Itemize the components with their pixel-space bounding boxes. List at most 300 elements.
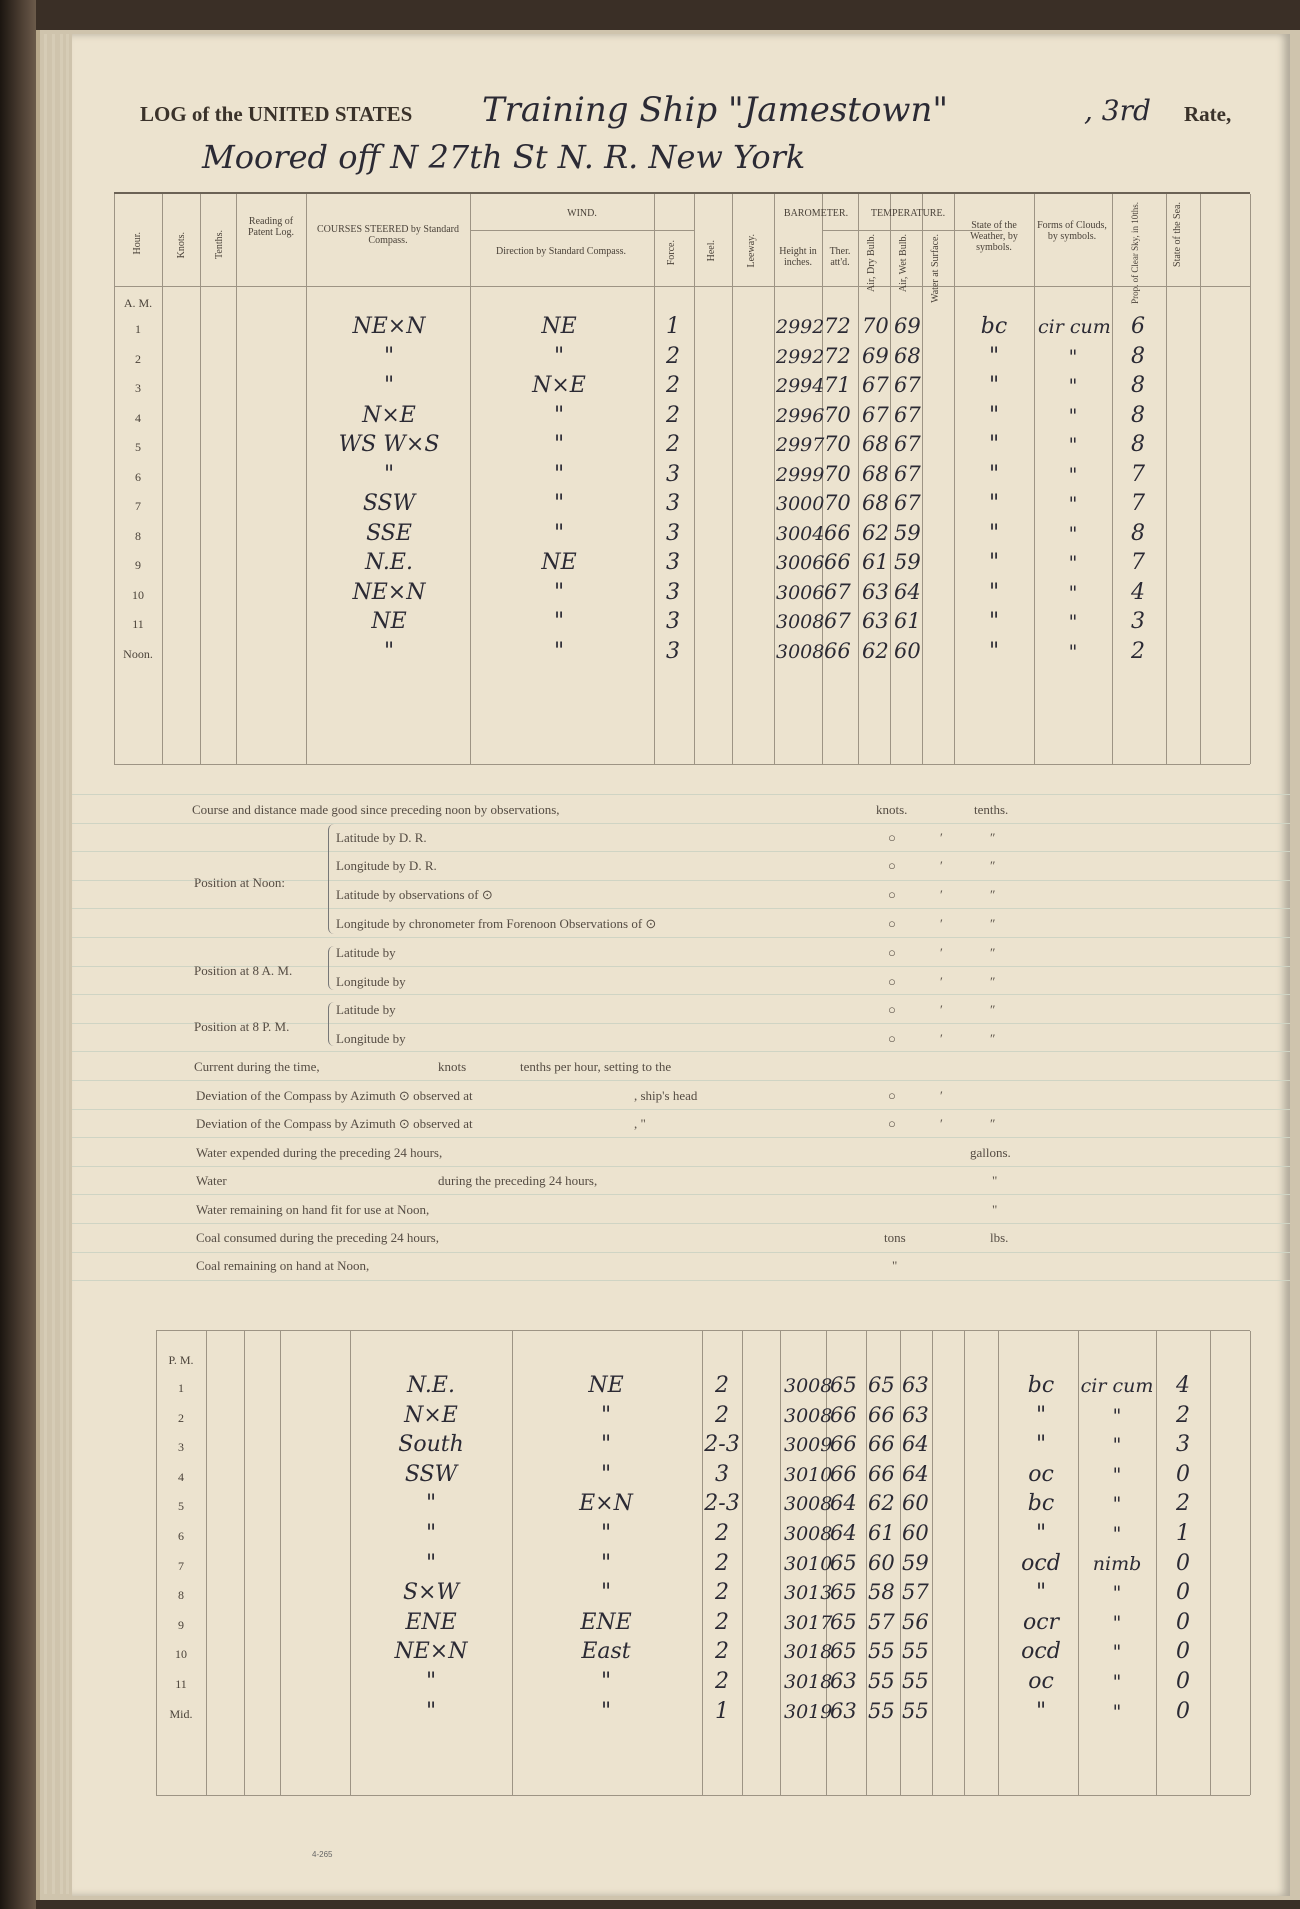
course-cell: SSE (366, 520, 412, 546)
ther-cell: 66 (824, 550, 851, 574)
knots-label: knots. (876, 802, 908, 817)
coal-consumed-label: Coal consumed during the preceding 24 hours, (196, 1230, 439, 1245)
clear-sky-cell: 4 (1131, 579, 1145, 605)
log-page (72, 34, 1290, 1896)
hour-cell: 2 (178, 1410, 184, 1425)
ther-cell: 63 (830, 1669, 857, 1693)
height-cell: 3008 (784, 1404, 833, 1427)
clear-sky-cell: 8 (1131, 520, 1145, 546)
ruled-line (72, 1051, 1290, 1052)
wet-bulb-cell: 67 (894, 461, 921, 486)
clouds-cell: " (1068, 345, 1078, 368)
wind-direction-cell: NE (541, 314, 577, 339)
air-wet-header: Air, Wet Bulb. (898, 234, 909, 293)
dry-bulb-cell: 63 (862, 609, 889, 633)
hour-cell: 8 (178, 1588, 184, 1603)
hour-cell: Mid. (169, 1706, 193, 1721)
ditto-mark: " (992, 1173, 998, 1188)
ther-cell: 70 (824, 402, 851, 427)
wind-header: WIND. (567, 208, 597, 219)
table-column-line (1112, 194, 1113, 764)
longitude-dr-label: Longitude by D. R. (336, 858, 437, 873)
wind-direction-cell: NE (588, 1373, 624, 1398)
wind-direction-cell: " (600, 1669, 612, 1694)
temperature-header: TEMPERATURE. (870, 208, 946, 219)
wind-direction-cell: " (553, 609, 565, 634)
course-cell: N.E. (407, 1373, 455, 1398)
height-cell: 3000 (776, 493, 825, 515)
table-column-line (1166, 194, 1167, 764)
force-cell: 2 (715, 1550, 729, 1576)
course-cell: NE×N (394, 1639, 468, 1665)
wet-bulb-cell: 55 (902, 1639, 929, 1664)
ther-cell: 65 (830, 1609, 857, 1634)
clouds-cell: " (1112, 1582, 1122, 1605)
dry-bulb-cell: 66 (868, 1402, 895, 1427)
clouds-cell: " (1068, 522, 1078, 545)
water-label: Water (196, 1173, 227, 1188)
table-column-line (1210, 1331, 1211, 1795)
height-cell: 2996 (776, 404, 825, 427)
clear-sky-cell: 7 (1131, 550, 1145, 575)
clear-sky-cell: 0 (1176, 1461, 1190, 1487)
second-mark: ″ (990, 1002, 996, 1017)
minute-mark: ′ (940, 1031, 943, 1046)
course-cell: " (383, 638, 395, 664)
height-cell: 2992 (776, 316, 825, 338)
ruled-line (72, 1109, 1290, 1110)
barometer-header: BAROMETER. (783, 208, 849, 219)
minute-mark: ′ (940, 830, 943, 845)
clouds-cell: " (1068, 640, 1078, 663)
hour-cell: 4 (178, 1469, 184, 1484)
force-cell: 3 (715, 1461, 729, 1487)
degree-mark: ○ (888, 1116, 896, 1131)
clouds-cell: " (1112, 1493, 1122, 1516)
wind-direction-cell: " (553, 343, 565, 369)
minute-mark: ′ (940, 1116, 943, 1131)
wet-bulb-cell: 55 (902, 1698, 929, 1723)
second-mark: ″ (990, 1116, 996, 1131)
location: Moored off N 27th St N. R. New York (202, 138, 806, 176)
ruled-line (72, 851, 1290, 852)
course-cell: " (425, 1550, 437, 1576)
height-cell: 2999 (776, 463, 825, 486)
clear-sky-cell: 1 (1176, 1521, 1190, 1546)
height-cell: 3008 (784, 1493, 833, 1516)
second-mark: ″ (990, 830, 996, 845)
hour-cell: 2 (135, 351, 141, 366)
wind-direction-cell: " (600, 1432, 612, 1458)
ruled-line (72, 1223, 1290, 1224)
wind-direction-cell: " (600, 1698, 612, 1724)
hour-cell: 1 (135, 322, 141, 336)
weather-cell: " (988, 491, 1000, 516)
leeway-header: Leeway. (746, 234, 757, 268)
dry-bulb-cell: 67 (862, 373, 889, 397)
clouds-cell: nimb (1092, 1552, 1142, 1575)
position-noon-label: Position at Noon: (194, 875, 286, 890)
wind-direction-cell: " (553, 432, 565, 457)
dry-bulb-cell: 67 (862, 402, 889, 427)
height-header: Height in inches. (779, 246, 817, 268)
hour-cell: Noon. (123, 646, 153, 661)
clear-sky-cell: 0 (1176, 1639, 1190, 1665)
hour-cell: 6 (178, 1529, 184, 1543)
wind-direction-cell: " (553, 579, 565, 605)
position-8am-label: Position at 8 A. M. (194, 963, 293, 978)
patent-log-header: Reading of Patent Log. (247, 216, 295, 238)
ther-cell: 64 (830, 1521, 857, 1545)
clear-sky-cell: 8 (1131, 432, 1145, 457)
dry-bulb-cell: 60 (868, 1550, 895, 1575)
force-cell: 3 (666, 491, 680, 516)
wind-direction-cell: ENE (580, 1609, 632, 1635)
page-edge (44, 34, 47, 1894)
minute-mark: ′ (940, 1002, 943, 1017)
minute-mark: ′ (940, 974, 943, 989)
hour-cell: 7 (135, 499, 141, 513)
table-column-line (654, 194, 655, 764)
force-cell: 2 (715, 1609, 729, 1635)
course-cell: ENE (405, 1609, 457, 1635)
clear-sky-header: Prop. of Clear Sky, in 10ths. (1130, 202, 1140, 304)
page-edge (52, 34, 55, 1894)
course-cell: " (425, 1521, 437, 1546)
dry-bulb-cell: 66 (868, 1432, 895, 1457)
clear-sky-cell: 0 (1176, 1669, 1190, 1694)
wet-bulb-cell: 63 (902, 1402, 929, 1427)
wet-bulb-cell: 64 (902, 1461, 929, 1486)
tenths-header: Tenths. (214, 230, 225, 260)
longitude-chron-label: Longitude by chronometer from Forenoon Observations of ⊙ (336, 916, 657, 931)
clear-sky-cell: 8 (1131, 373, 1145, 398)
height-cell: 3006 (776, 581, 825, 604)
hour-cell: 11 (132, 617, 144, 631)
clouds-cell: " (1112, 1641, 1122, 1664)
wet-bulb-cell: 67 (894, 373, 921, 397)
dry-bulb-cell: 57 (868, 1609, 895, 1634)
rate-label: Rate, (1184, 102, 1232, 126)
wind-direction-cell: " (553, 461, 565, 487)
degree-mark: ○ (888, 916, 896, 931)
table-column-line (964, 1331, 965, 1795)
course-cell: " (425, 1491, 437, 1517)
degree-mark: ○ (888, 858, 896, 873)
longitude-by-label: Longitude by (336, 1031, 406, 1046)
table-column-line (954, 194, 955, 764)
height-cell: 3018 (784, 1671, 833, 1693)
ruled-line (72, 1280, 1290, 1281)
table-column-line (866, 1331, 867, 1795)
water-remaining-label: Water remaining on hand fit for use at Noon, (196, 1202, 430, 1217)
degree-mark: ○ (888, 1002, 896, 1017)
table-column-line (780, 1331, 781, 1795)
log-title-print: LOG of the UNITED STATES (140, 102, 413, 126)
force-cell: 2 (715, 1402, 729, 1428)
wet-bulb-cell: 69 (894, 314, 921, 338)
ther-cell: 64 (830, 1491, 857, 1516)
degree-mark: ○ (888, 1088, 896, 1103)
degree-mark: ○ (888, 1031, 896, 1046)
force-cell: 3 (666, 520, 680, 546)
clear-sky-cell: 3 (1176, 1432, 1190, 1458)
ther-cell: 71 (824, 373, 851, 397)
weather-cell: " (1035, 1432, 1047, 1458)
ruled-line (72, 1166, 1290, 1167)
clouds-cell: cir cum (1080, 1375, 1154, 1397)
clouds-header: Forms of Clouds, by symbols. (1037, 220, 1107, 242)
ships-head-ditto: , " (634, 1116, 646, 1131)
clouds-cell: " (1068, 434, 1078, 456)
second-mark: ″ (990, 945, 996, 960)
clear-sky-cell: 7 (1131, 461, 1145, 487)
tenths-label: tenths. (974, 802, 1009, 817)
degree-mark: ○ (888, 974, 896, 989)
course-cell: " (425, 1669, 437, 1694)
force-cell: 2 (666, 432, 680, 457)
clear-sky-cell: 2 (1131, 638, 1145, 664)
ruled-line (72, 908, 1290, 909)
wind-direction-cell: N×E (532, 373, 586, 398)
height-cell: 2992 (776, 345, 825, 368)
current-tenths-label: tenths per hour, setting to the (520, 1059, 672, 1074)
longitude-by-label: Longitude by (336, 974, 406, 989)
wind-direction-cell: " (600, 1402, 612, 1428)
clear-sky-cell: 0 (1176, 1580, 1190, 1606)
wind-divider (470, 230, 694, 231)
clouds-cell: " (1068, 463, 1078, 486)
height-cell: 3019 (784, 1700, 833, 1723)
ruled-line (72, 994, 1290, 995)
position-8pm-label: Position at 8 P. M. (194, 1019, 290, 1034)
dry-bulb-cell: 55 (868, 1669, 895, 1693)
force-cell: 2-3 (704, 1432, 740, 1458)
clear-sky-cell: 3 (1131, 609, 1145, 634)
table-column-line (162, 194, 163, 764)
clear-sky-cell: 0 (1176, 1550, 1190, 1576)
tons-label: tons (884, 1230, 906, 1245)
weather-cell: " (988, 461, 1000, 487)
hour-cell: 10 (175, 1647, 187, 1662)
weather-cell: oc (1028, 1461, 1054, 1487)
ther-cell: 70 (824, 432, 851, 456)
wet-bulb-cell: 59 (902, 1550, 929, 1575)
dry-bulb-cell: 62 (862, 638, 889, 663)
course-distance-label: Course and distance made good since preceding noon by observations, (192, 802, 560, 817)
latitude-obs-label: Latitude by observations of ⊙ (336, 887, 493, 902)
pm-label: P. M. (168, 1353, 194, 1367)
clear-sky-cell: 7 (1131, 491, 1145, 516)
dry-bulb-cell: 62 (862, 520, 889, 545)
table-bottom (114, 764, 1250, 765)
table-column-line (732, 194, 733, 764)
course-cell: " (383, 343, 395, 369)
table-column-line (858, 194, 859, 764)
ther-cell: 65 (830, 1639, 857, 1664)
force-cell: 2 (715, 1580, 729, 1606)
ther-cell: 72 (824, 314, 851, 338)
ruled-line (72, 1080, 1290, 1081)
wet-bulb-cell: 59 (894, 520, 921, 545)
course-cell: " (383, 461, 395, 487)
wet-bulb-cell: 61 (894, 609, 921, 633)
wind-direction-cell: E×N (579, 1491, 633, 1517)
clouds-cell: " (1112, 1523, 1122, 1545)
force-cell: 2 (715, 1639, 729, 1665)
clouds-cell: " (1068, 552, 1078, 574)
height-cell: 3006 (776, 552, 825, 574)
hour-cell: 11 (175, 1677, 187, 1691)
page-edge (60, 34, 63, 1894)
ditto-mark: " (992, 1202, 998, 1217)
height-cell: 2997 (776, 434, 825, 456)
wet-bulb-cell: 64 (894, 579, 921, 604)
force-cell: 3 (666, 579, 680, 605)
latitude-dr-label: Latitude by D. R. (336, 830, 427, 845)
weather-cell: " (1035, 1521, 1047, 1546)
wet-bulb-cell: 67 (894, 432, 921, 456)
weather-cell: " (988, 520, 1000, 546)
table-column-line (512, 1331, 513, 1795)
force-cell: 1 (666, 314, 680, 339)
table-column-line (236, 194, 237, 764)
weather-cell: bc (980, 314, 1008, 339)
course-cell: NE×N (352, 314, 426, 339)
ther-cell: 66 (830, 1461, 857, 1486)
wet-bulb-cell: 60 (902, 1491, 929, 1516)
second-mark: ″ (990, 1031, 996, 1046)
ruled-line (72, 1252, 1290, 1253)
hour-cell: 4 (135, 410, 141, 425)
weather-cell: " (988, 402, 1000, 428)
table-column-line (1250, 194, 1251, 764)
clouds-cell: " (1112, 1404, 1122, 1427)
weather-cell: " (1035, 1580, 1047, 1606)
wet-bulb-cell: 56 (902, 1609, 929, 1634)
minute-mark: ′ (940, 916, 943, 931)
course-cell: N×E (362, 402, 416, 428)
page-edge (66, 34, 69, 1894)
hour-cell: 3 (178, 1440, 184, 1455)
ruled-line (72, 794, 1290, 795)
weather-cell: bc (1027, 1491, 1055, 1517)
ther-cell: 67 (824, 609, 851, 633)
height-cell: 3010 (784, 1552, 833, 1575)
weather-cell: " (988, 432, 1000, 457)
clouds-cell: cir cum (1038, 316, 1111, 338)
course-cell: N×E (404, 1402, 458, 1428)
table-column-line (702, 1331, 703, 1795)
clear-sky-cell: 2 (1176, 1402, 1190, 1428)
hour-cell: 9 (135, 558, 141, 572)
water-during-label: during the preceding 24 hours, (438, 1173, 598, 1188)
clouds-cell: " (1112, 1671, 1122, 1693)
rate-number: , 3rd (1084, 94, 1151, 127)
force-header: Force. (666, 240, 677, 266)
dry-bulb-cell: 55 (868, 1639, 895, 1664)
ships-head-label: , ship's head (634, 1088, 698, 1103)
ther-cell: 66 (830, 1432, 857, 1457)
clouds-cell: " (1068, 493, 1078, 515)
clouds-cell: " (1112, 1611, 1122, 1634)
clear-sky-cell: 0 (1176, 1609, 1190, 1635)
wet-bulb-cell: 59 (894, 550, 921, 574)
weather-cell: " (988, 609, 1000, 634)
wet-bulb-cell: 60 (894, 638, 921, 663)
pm-log-table (156, 1330, 1250, 1796)
hour-cell: 10 (132, 587, 144, 602)
courses-header: COURSES STEERED by Standard Compass. (317, 224, 459, 246)
wet-bulb-cell: 63 (902, 1373, 929, 1397)
hour-cell: 8 (135, 528, 141, 543)
degree-mark: ○ (888, 830, 896, 845)
table-column-line (900, 1331, 901, 1795)
weather-cell: oc (1028, 1669, 1054, 1694)
header-divider (114, 286, 1250, 287)
ruled-line (72, 937, 1290, 938)
ther-cell: 65 (830, 1580, 857, 1605)
hour-cell: 6 (135, 469, 141, 484)
clouds-cell: " (1068, 375, 1078, 397)
book-binding (0, 0, 36, 1909)
wet-bulb-cell: 67 (894, 491, 921, 515)
ship-name: Training Ship "Jamestown" (482, 90, 949, 130)
second-mark: ″ (990, 974, 996, 989)
course-cell: SSW (362, 491, 416, 516)
force-cell: 1 (715, 1698, 729, 1724)
ther-cell: 63 (830, 1698, 857, 1723)
force-cell: 2-3 (704, 1491, 740, 1517)
ther-cell: 66 (824, 638, 851, 663)
gallons-label: gallons. (970, 1145, 1011, 1160)
ruled-line (72, 1137, 1290, 1138)
height-cell: 3009 (784, 1434, 833, 1457)
wind-direction-cell: " (600, 1550, 612, 1576)
clouds-cell: " (1112, 1700, 1122, 1723)
am-log-table (114, 192, 1250, 764)
weather-cell: bc (1027, 1373, 1055, 1398)
course-cell: " (383, 373, 395, 398)
height-cell: 3010 (784, 1463, 833, 1486)
height-cell: 2994 (776, 375, 825, 397)
force-cell: 2 (666, 373, 680, 398)
height-cell: 3008 (784, 1375, 833, 1397)
course-cell: NE (371, 609, 407, 634)
air-dry-header: Air, Dry Bulb. (866, 234, 877, 292)
dry-bulb-cell: 69 (862, 343, 889, 368)
height-cell: 3013 (784, 1582, 833, 1605)
course-cell: N.E. (365, 550, 413, 575)
minute-mark: ′ (940, 887, 943, 902)
wind-direction-header: Direction by Standard Compass. (496, 246, 626, 257)
weather-cell: " (988, 343, 1000, 369)
weather-cell: ocd (1021, 1550, 1061, 1576)
hour-cell: 7 (178, 1558, 184, 1573)
table-column-line (206, 1331, 207, 1795)
hour-cell: 3 (135, 381, 141, 395)
table-column-line (998, 1331, 999, 1795)
table-column-line (244, 1331, 245, 1795)
table-column-line (470, 194, 471, 764)
ruled-line (72, 1194, 1290, 1195)
clouds-cell: " (1112, 1434, 1122, 1457)
height-cell: 3004 (776, 522, 825, 545)
table-column-line (1034, 194, 1035, 764)
sea-header: State of the Sea. (1172, 202, 1183, 267)
hour-cell: 5 (178, 1499, 184, 1514)
force-cell: 3 (666, 638, 680, 664)
